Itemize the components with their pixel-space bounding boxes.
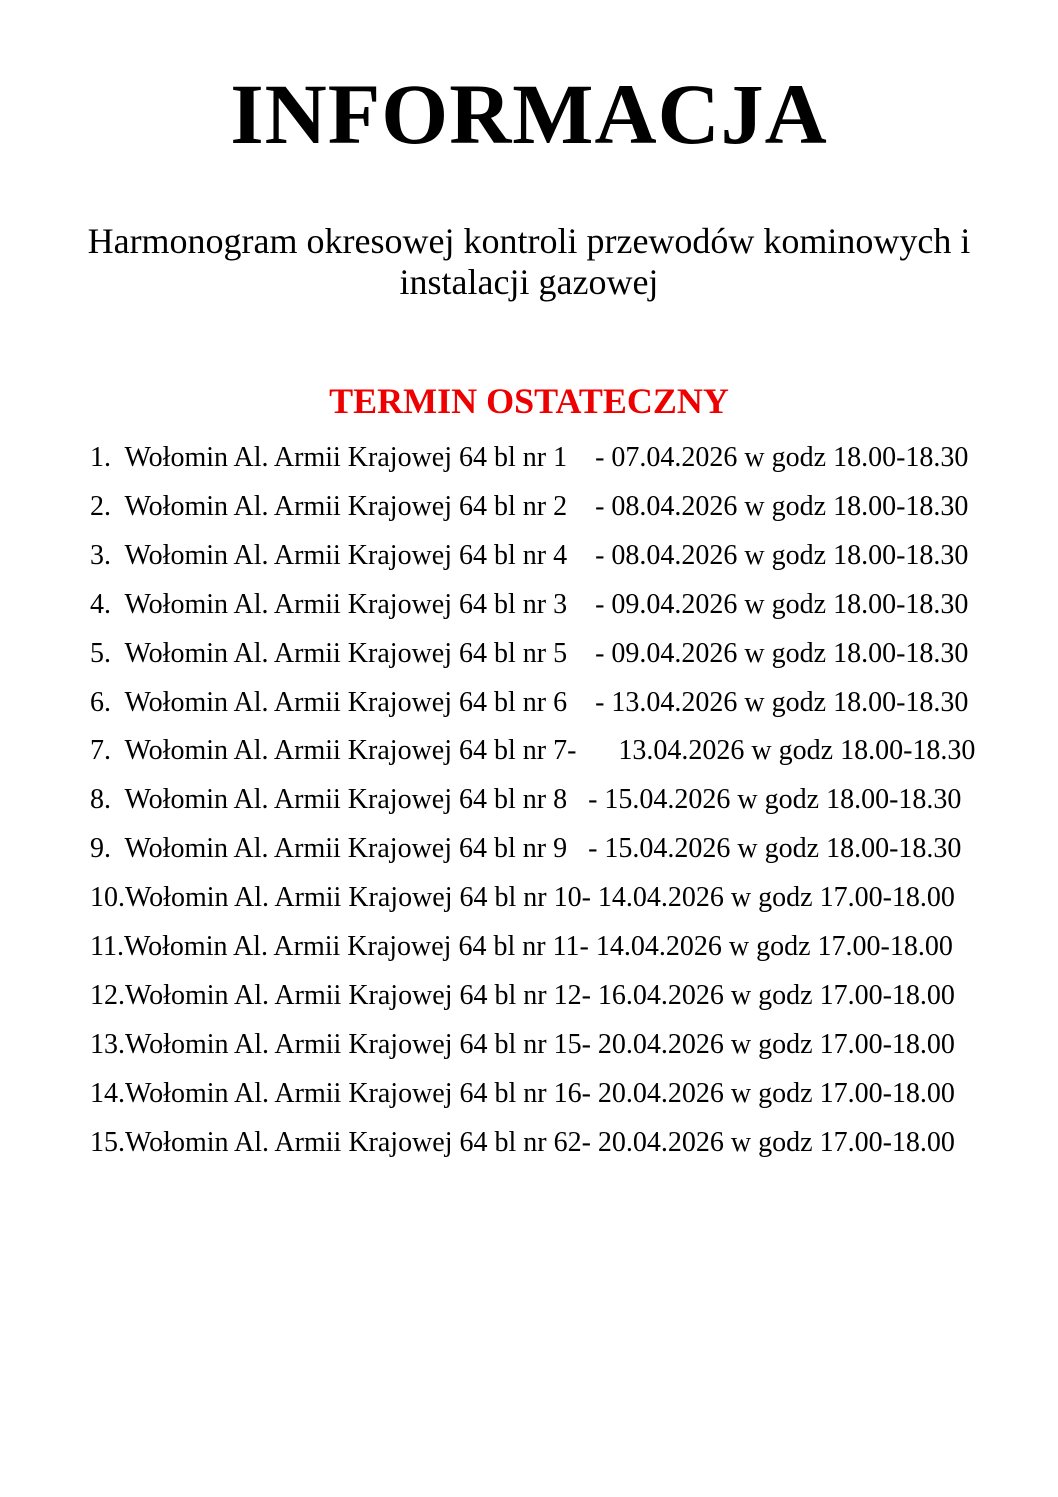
schedule-item: 10.Wołomin Al. Armii Krajowej 64 bl nr 10- 14.04.2026 w godz 17.00-18.00 [90, 882, 955, 914]
page-title: INFORMACJA [230, 66, 828, 162]
deadline-heading: TERMIN OSTATECZNY [329, 381, 729, 421]
schedule-list [90, 434, 1038, 1168]
schedule-item: 13.Wołomin Al. Armii Krajowej 64 bl nr 15- 20.04.2026 w godz 17.00-18.00 [90, 1028, 955, 1060]
subtitle: Harmonogram okresowej kontroli przewodów kominowych i instalacji gazowej [87, 221, 971, 302]
schedule-item: 7. Wołomin Al. Armii Krajowej 64 bl nr 7- 13.04.2026 w godz 18.00-18.30 [90, 735, 976, 767]
schedule-item: 3. Wołomin Al. Armii Krajowej 64 bl nr 4 - 08.04.2026 w godz 18.00-18.30 [90, 539, 969, 571]
schedule-item: 9. Wołomin Al. Armii Krajowej 64 bl nr 9 - 15.04.2026 w godz 18.00-18.30 [90, 833, 962, 865]
schedule-item: 11.Wołomin Al. Armii Krajowej 64 bl nr 11- 14.04.2026 w godz 17.00-18.00 [90, 931, 953, 963]
schedule-item: 5. Wołomin Al. Armii Krajowej 64 bl nr 5 - 09.04.2026 w godz 18.00-18.30 [90, 637, 969, 669]
schedule-item: 15.Wołomin Al. Armii Krajowej 64 bl nr 62- 20.04.2026 w godz 17.00-18.00 [90, 1126, 955, 1158]
schedule-item: 1. Wołomin Al. Armii Krajowej 64 bl nr 1 - 07.04.2026 w godz 18.00-18.30 [90, 442, 969, 473]
schedule-item: 2. Wołomin Al. Armii Krajowej 64 bl nr 2 - 08.04.2026 w godz 18.00-18.30 [90, 490, 969, 522]
schedule-item: 8. Wołomin Al. Armii Krajowej 64 bl nr 8 - 15.04.2026 w godz 18.00-18.30 [90, 784, 962, 816]
schedule-item: 4. Wołomin Al. Armii Krajowej 64 bl nr 3 - 09.04.2026 w godz 18.00-18.30 [90, 588, 969, 620]
schedule-item: 12.Wołomin Al. Armii Krajowej 64 bl nr 12- 16.04.2026 w godz 17.00-18.00 [90, 979, 955, 1011]
schedule-item: 14.Wołomin Al. Armii Krajowej 64 bl nr 16- 20.04.2026 w godz 17.00-18.00 [90, 1077, 955, 1109]
schedule-item: 6. Wołomin Al. Armii Krajowej 64 bl nr 6 - 13.04.2026 w godz 18.00-18.30 [90, 686, 969, 718]
